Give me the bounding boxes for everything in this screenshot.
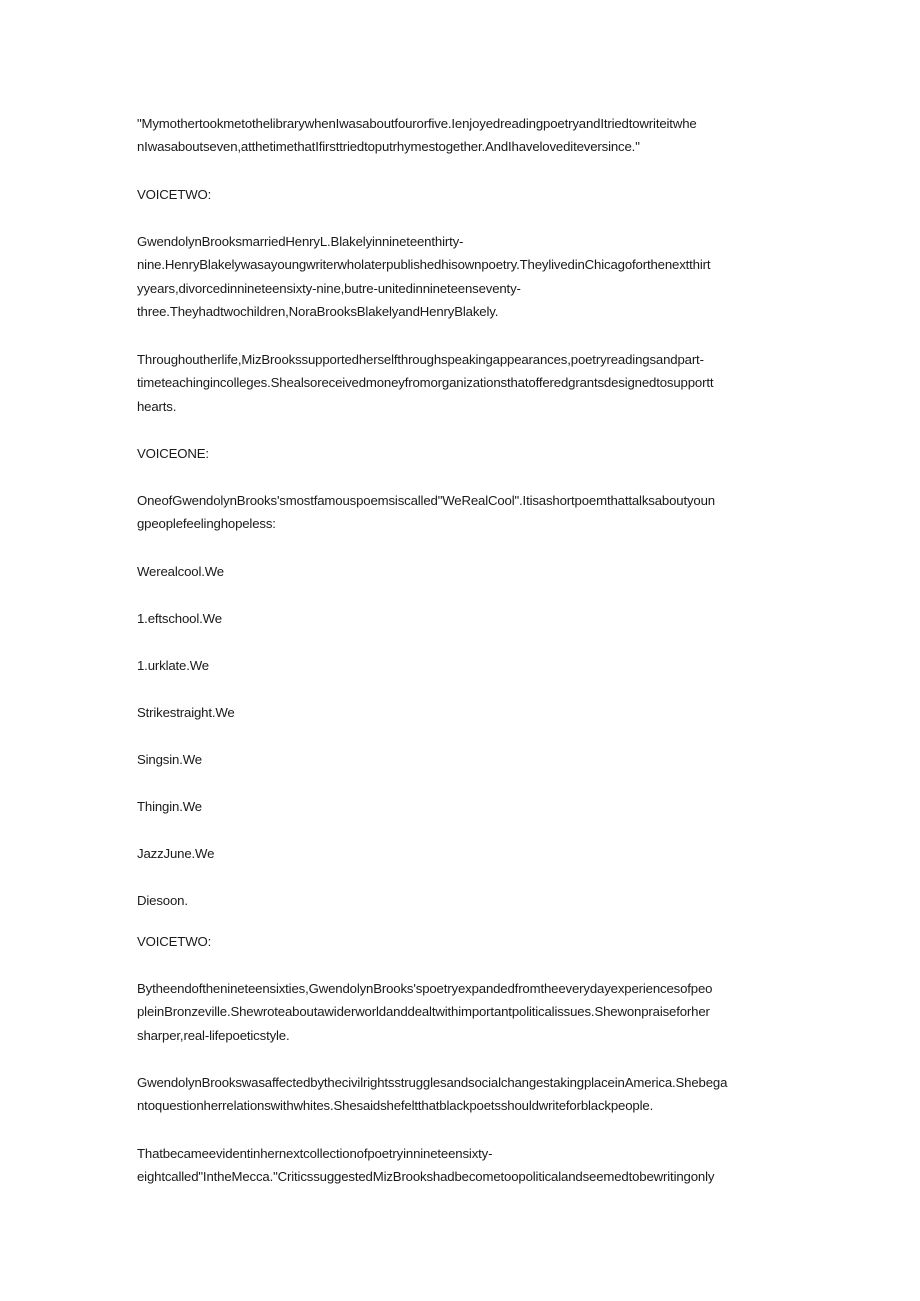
text-line: Bytheendofthenineteensixties,GwendolynBrooks'spoetryexpandedfromtheeverydayexperiencesofpeo <box>137 981 713 996</box>
life-paragraph <box>137 348 785 418</box>
poem-line: 1.eftschool.We <box>137 611 222 626</box>
text-line: gpeoplefeelinghopeless: <box>137 516 276 532</box>
text-line: sharper,real-lifepoeticstyle. <box>137 1027 290 1043</box>
text-line: three.Theyhadtwochildren,NoraBrooksBlakelyandHenryBlakely. <box>137 304 499 320</box>
text-line: Thatbecameevidentinhernextcollectionofpoetryinnineteensixty- <box>137 1146 493 1161</box>
text-line: nine.HenryBlakelywasayoungwriterwholaterpublishedhisownpoetry.TheylivedinChicagoforthenextthirt <box>137 257 711 273</box>
famous-poem-paragraph <box>137 489 785 536</box>
text-line: yyears,divorcedinnineteensixty-nine,butre-unitedinnineteenseventy- <box>137 280 521 296</box>
text-line: ntoquestionherrelationswithwhites.Shesaidshefeltthatblackpoetsshouldwriteforblackpeople. <box>137 1098 654 1114</box>
text-line: pleinBronzeville.Shewroteaboutawiderworldanddealtwithimportantpoliticalissues.Shewonpraiseforher <box>137 1004 710 1020</box>
text-line: nIwasaboutseven,atthetimethatIfirsttriedtoputrhymestogether.AndIhavelovediteversince." <box>137 139 640 155</box>
poem-line: 1.urklate.We <box>137 658 209 673</box>
civil-rights-paragraph <box>137 1071 785 1118</box>
text-line: OneofGwendolynBrooks'smostfamouspoemsiscalled"WeRealCool".Itisashortpoemthattalksaboutyoun <box>137 493 715 508</box>
text-line: GwendolynBrookswasaffectedbythecivilrightsstrugglesandsocialchangestakingplaceinAmerica.Shebega <box>137 1075 728 1090</box>
sixties-paragraph <box>137 977 785 1047</box>
text-line: eightcalled"IntheMecca."CriticssuggestedMizBrookshadbecometoopoliticalandseemedtobewritingonly <box>137 1169 715 1185</box>
speaker-label-voice-one: VOICEONE: <box>137 446 209 461</box>
text-line: GwendolynBrooksmarriedHenryL.Blakelyinnineteenthirty- <box>137 234 464 249</box>
poem-line: Diesoon. <box>137 893 188 908</box>
poem-line: JazzJune.We <box>137 846 215 861</box>
text-line: "MymothertookmetothelibrarywhenIwasaboutfourorfive.IenjoyedreadingpoetryandItriedtowriteitwhe <box>137 116 697 131</box>
text-line: hearts. <box>137 398 177 414</box>
text-line: Throughoutherlife,MizBrookssupportedherselfthroughspeakingappearances,poetryreadingsandpart- <box>137 352 704 367</box>
speaker-label-voice-two: VOICETWO: <box>137 187 212 202</box>
text-line: timeteachingincolleges.Shealsoreceivedmoneyfromorganizationsthatofferedgrantsdesignedtosupportt <box>137 375 714 391</box>
mecca-paragraph <box>137 1142 785 1189</box>
poem-line: Strikestraight.We <box>137 705 235 720</box>
quote-paragraph <box>137 112 785 159</box>
poem-line: Thingin.We <box>137 799 202 814</box>
poem-line: Singsin.We <box>137 752 202 767</box>
speaker-label-voice-two: VOICETWO: <box>137 934 212 949</box>
marriage-paragraph <box>137 230 785 324</box>
poem-line: Werealcool.We <box>137 564 224 579</box>
